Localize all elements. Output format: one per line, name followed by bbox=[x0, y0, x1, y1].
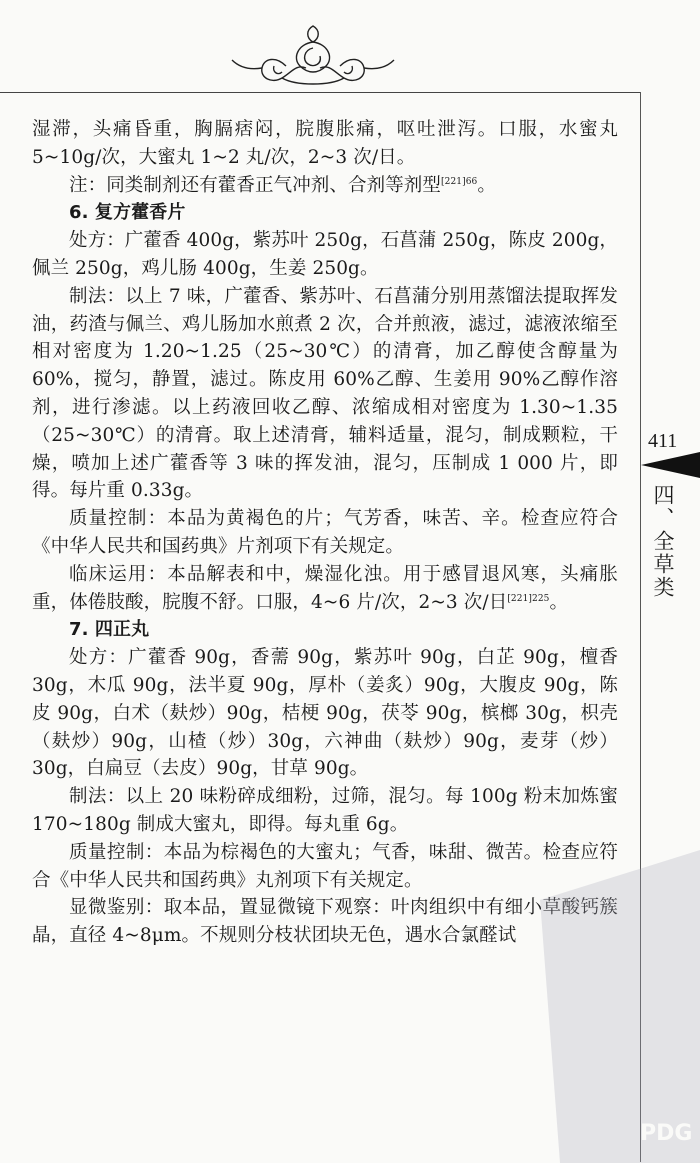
paragraph: 质量控制：本品为黄褐色的片；气芳香，味苦、辛。检查应符合《中华人民共和国药典》片剂项下有关规定。 bbox=[32, 508, 618, 557]
paragraph: 注：同类制剂还有藿香正气冲剂、合剂等剂型$^{[221]66}$。 bbox=[69, 174, 496, 196]
paragraph: 临床运用：本品解表和中，燥湿化浊。用于感冒退风寒，头痛胀重，体倦肢酸，脘腹不舒。口服，4~6 片/次，2~3 次/日$^{[221]225}$。 bbox=[32, 563, 618, 613]
svg-text:PDG: PDG bbox=[640, 1121, 693, 1146]
paragraph: 制法：以上 7 味，广藿香、紫苏叶、石菖蒲分别用蒸馏法提取挥发油，药渣与佩兰、鸡儿肠加水煎煮 2 次，合并煎液，滤过，滤液浓缩至相对密度为 1.20~1.25（25~30℃）的清膏，加乙醇使含醇量为 60%，搅匀，静置，滤过。陈皮用 60%乙醇、生姜用 90%乙醇作溶剂，进行渗滤。以上药液回收乙醇、浓缩成相对密度为 1.30~1.35（25~30℃）的清膏。取上述清膏，辅料适量，混匀，制成颗粒，干燥，喷加上述广藿香等 3 味的挥发油，混匀，压制成 1 000 片，即得。每片重 0.33g。 bbox=[32, 285, 618, 502]
section-heading: 7. 四正丸 bbox=[69, 619, 150, 641]
page-number: 411 bbox=[648, 430, 678, 452]
tab-pointer-icon bbox=[641, 452, 700, 478]
section-heading: 6. 复方藿香片 bbox=[69, 202, 186, 224]
paragraph: 处方：广藿香 90g，香薷 90g，紫苏叶 90g，白芷 90g，檀香 30g，木瓜 90g，法半夏 90g，厚朴（姜炙）90g，大腹皮 90g，陈皮 90g，白术（麸炒）90g，桔梗 90g，茯苓 90g，槟榔 30g，枳壳（麸炒）90g，山楂（炒）30g，六神曲（麸炒）90g，麦芽（炒）30g，白扁豆（去皮）90g，甘草 90g。 bbox=[32, 647, 618, 780]
chapter-tab-label: 四、全草类 bbox=[651, 484, 675, 599]
header-ornament bbox=[226, 20, 401, 92]
paragraph: 湿滞，头痛昏重，胸膈痞闷，脘腹胀痛，呕吐泄泻。口服，水蜜丸 5~10g/次，大蜜丸 1~2 丸/次，2~3 次/日。 bbox=[32, 119, 618, 168]
page-body bbox=[32, 116, 618, 950]
paragraph: 显微鉴别：取本品，置显微镜下观察：叶肉组织中有细小草酸钙簇晶，直径 4~8μm。不规则分枝状团块无色，遇水合氯醛试 bbox=[32, 897, 618, 947]
header-rule bbox=[0, 92, 640, 93]
watermark-logo bbox=[500, 840, 700, 1163]
paragraph: 质量控制：本品为棕褐色的大蜜丸；气香，味甜、微苦。检查应符合《中华人民共和国药典》丸剂项下有关规定。 bbox=[32, 841, 618, 891]
paragraph: 处方：广藿香 400g，紫苏叶 250g，石菖蒲 250g，陈皮 200g，佩兰 250g，鸡儿肠 400g，生姜 250g。 bbox=[32, 230, 618, 279]
paragraph: 制法：以上 20 味粉碎成细粉，过筛，混匀。每 100g 粉末加炼蜜 170~180g 制成大蜜丸，即得。每丸重 6g。 bbox=[32, 786, 618, 835]
